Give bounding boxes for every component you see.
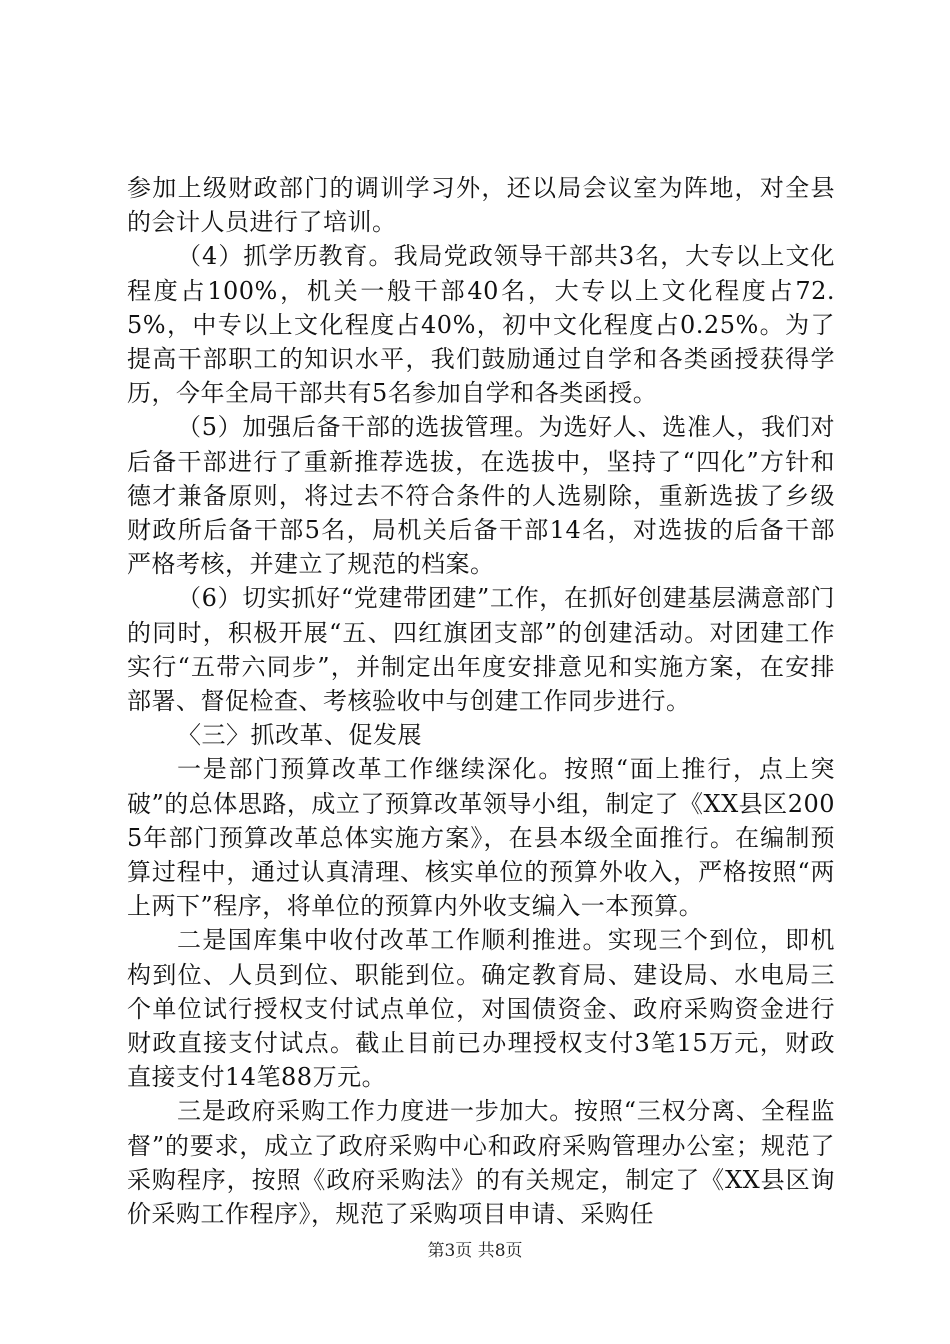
paragraph-party-league: （6）切实抓好“党建带团建”工作，在抓好创建基层满意部门的同时，积极开展“五、四红旗团支部”的创建活动。对团建工作实行“五带六同步”，并制定出年度安排意见和实施方案，在安排部署、督促检查、考核验收中与创建工作同步进行。: [127, 584, 835, 716]
paragraph-treasury-reform: 二是国库集中收付改革工作顺利推进。实现三个到位，即机构到位、人员到位、职能到位。确定教育局、建设局、水电局三个单位试行授权支付试点单位，对国债资金、政府采购资金进行财政直接支付试点。截止目前已办理授权支付3笔15万元，财政直接支付14笔88万元。: [127, 926, 835, 1092]
paragraph-reserve-cadres: （5）加强后备干部的选拔管理。为选好人、选准人，我们对后备干部进行了重新推荐选拔，在选拔中，坚持了“四化”方针和德才兼备原则，将过去不符合条件的人选剔除，重新选拔了乡级财政所后备干部5名，局机关后备干部14名，对选拔的后备干部严格考核，并建立了规范的档案。: [127, 413, 835, 579]
section-heading: 〈三〉抓改革、促发展: [177, 721, 422, 750]
paragraph-procurement: 三是政府采购工作力度进一步加大。按照“三权分离、全程监督”的要求，成立了政府采购中心和政府采购管理办公室；规范了采购程序，按照《政府采购法》的有关规定，制定了《XX县区询价采购工作程序》，规范了采购项目申请、采购任: [127, 1097, 835, 1229]
paragraph-continuation: 参加上级财政部门的调训学习外，还以局会议室为阵地，对全县的会计人员进行了培训。: [127, 174, 835, 237]
paragraph-education: （4）抓学历教育。我局党政领导干部共3名，大专以上文化程度占100%，机关一般干部40名，大专以上文化程度占72.5%，中专以上文化程度占40%，初中文化程度占0.25%。为了提高干部职工的知识水平，我们鼓励通过自学和各类函授获得学历，今年全局干部共有5名参加自学和各类函授。: [127, 242, 835, 408]
document-body: [127, 171, 835, 1231]
page-number: 第3页 共8页: [427, 1241, 523, 1261]
paragraph-budget-reform: 一是部门预算改革工作继续深化。按照“面上推行，点上突破”的总体思路，成立了预算改革领导小组，制定了《XX县区2005年部门预算改革总体实施方案》，在县本级全面推行。在编制预算过程中，通过认真清理、核实单位的预算外收入，严格按照“两上两下”程序，将单位的预算内外收支编入一本预算。: [127, 755, 835, 921]
